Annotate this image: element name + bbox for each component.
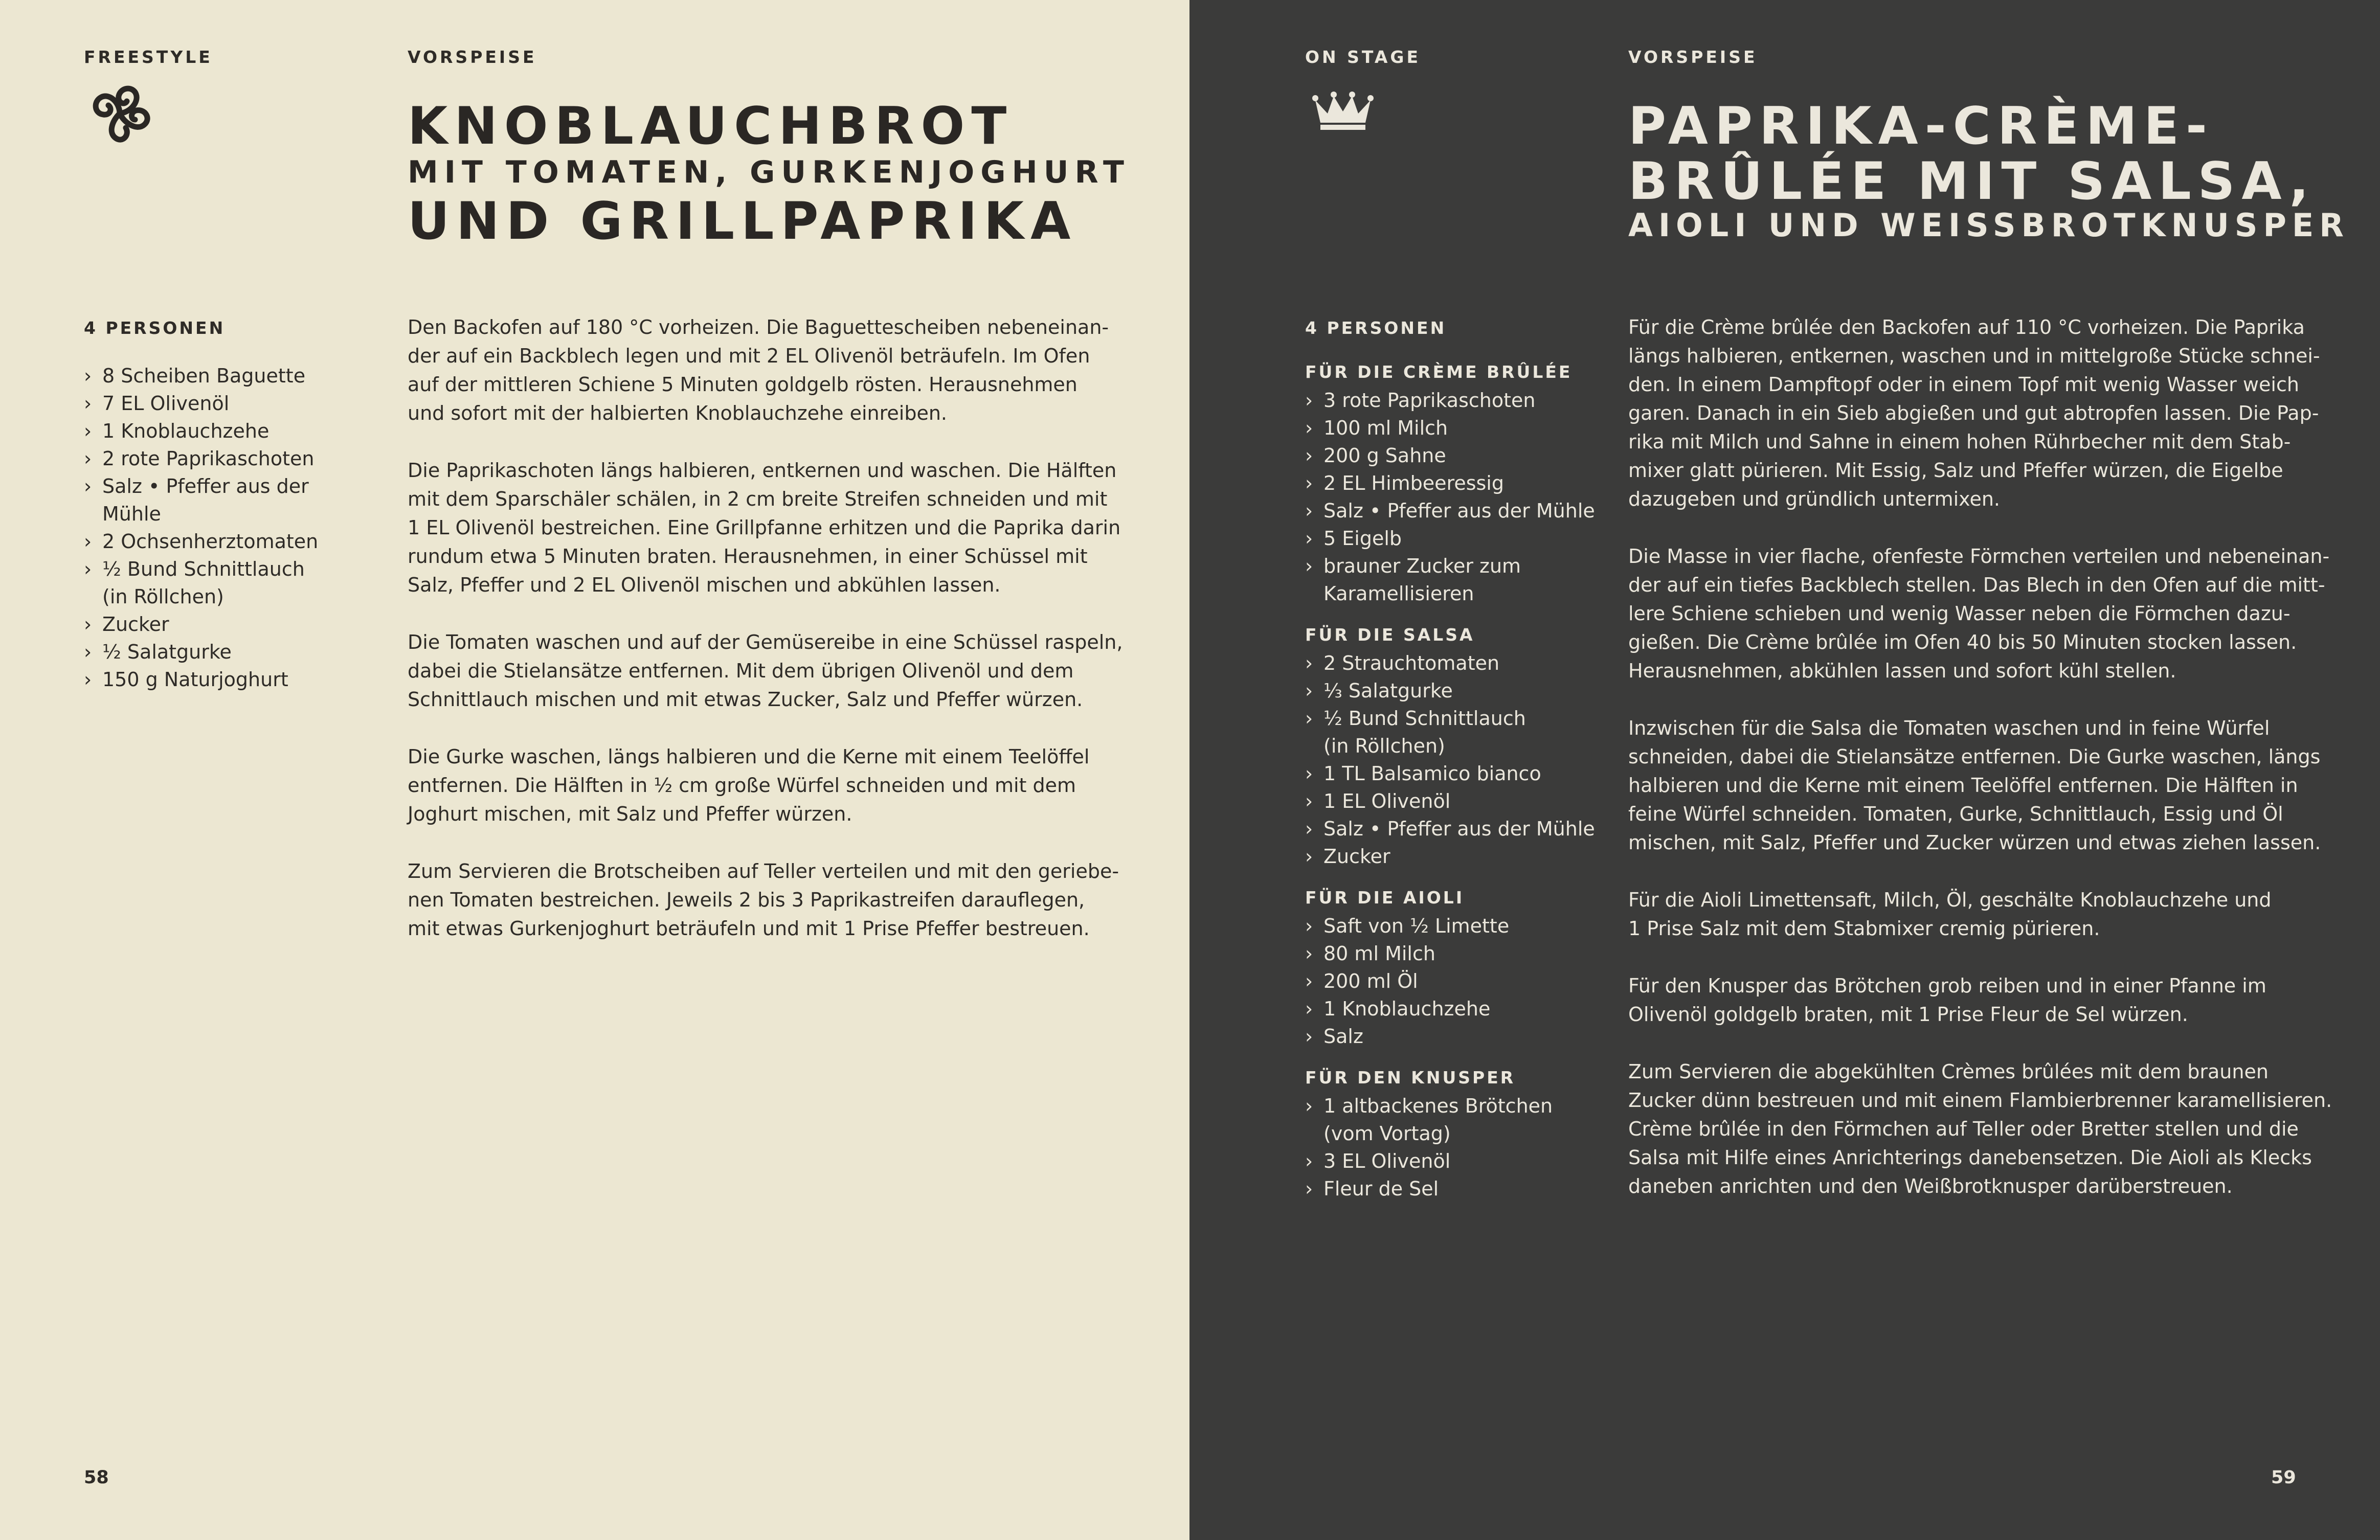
ingredient-group-heading: FÜR DEN KNUSPER <box>1305 1068 1516 1088</box>
ingredient-item: › 200 g Sahne <box>1305 442 1612 469</box>
ingredient-item: › ⅓ Salatgurke <box>1305 677 1612 705</box>
ingredient-item: › 100 ml Milch <box>1305 414 1612 442</box>
ingredient-item: › 1 altbackenes Brötchen (vom Vortag) <box>1305 1092 1612 1147</box>
ingredient-group-heading: FÜR DIE SALSA <box>1305 625 1475 645</box>
left-ingredient-list <box>84 362 370 693</box>
ingredient-item: › 200 ml Öl <box>1305 967 1612 995</box>
left-category-label: FREESTYLE <box>84 47 213 67</box>
ingredient-item: › Salz <box>1305 1023 1612 1050</box>
ingredient-list <box>1305 387 1612 607</box>
ingredient-item: › 1 EL Olivenöl <box>1305 787 1612 815</box>
instruction-paragraph: Inzwischen für die Salsa die Tomaten waschen und in feine Würfel schneiden, dabei die Stielansätze entfernen. Die Gurke waschen, längs halbieren und die Kerne mit einem Teelöffel entfernen. Die Hälften in feine Würfel schneiden. Tomaten, Gurke, Schnittlauch, Essig und Öl mischen, mit Salz, Pfeffer und Zucker würzen und etwas ziehen lassen. <box>1628 717 2321 854</box>
right-title-line1: PAPRIKA-CRÈME- <box>1628 96 2214 156</box>
left-instructions <box>408 313 1124 971</box>
instruction-paragraph: Zum Servieren die abgekühlten Crèmes brûlées mit dem braunen Zucker dünn bestreuen und mit einem Flambierbrenner karamellisieren. Crème brûlée in den Förmchen auf Teller oder Bretter stellen und die Salsa mit Hilfe eines Anrichterings danebensetzen. Die Aioli als Klecks daneben anrichten und den Weißbrotknusper darüberstreuen. <box>1628 1060 2332 1197</box>
ingredient-item: › 1 Knoblauchzehe <box>1305 995 1612 1023</box>
triskele-icon <box>86 82 153 143</box>
ingredient-item: › Zucker <box>1305 843 1612 870</box>
right-page <box>1189 0 2380 1540</box>
ingredient-group-heading: FÜR DIE CRÈME BRÛLÉE <box>1305 362 1573 382</box>
ingredient-item: › 3 EL Olivenöl <box>1305 1147 1612 1175</box>
left-course-label: VORSPEISE <box>408 47 537 67</box>
instruction-paragraph: Für die Aioli Limettensaft, Milch, Öl, geschälte Knoblauchzehe und 1 Prise Salz mit dem Stabmixer cremig pürieren. <box>1628 889 2272 940</box>
ingredient-group <box>1305 888 1612 1050</box>
ingredient-item: › 2 EL Himbeeressig <box>1305 469 1612 497</box>
ingredient-item: › brauner Zucker zum Karamellisieren <box>1305 552 1612 607</box>
ingredient-item: › 2 Strauchtomaten <box>1305 649 1612 677</box>
left-page <box>0 0 1189 1540</box>
ingredient-item: › Salz • Pfeffer aus der Mühle <box>84 472 370 528</box>
instruction-paragraph: Die Paprikaschoten längs halbieren, entkernen und waschen. Die Hälften mit dem Sparschäler schälen, in 2 cm breite Streifen schneiden und mit 1 EL Olivenöl bestreichen. Eine Grillpfanne erhitzen und die Paprika darin rundum etwa 5 Minuten braten. Herausnehmen, in einer Schüssel mit Salz, Pfeffer und 2 EL Olivenöl mischen und abkühlen lassen. <box>408 459 1121 596</box>
instruction-paragraph: Die Gurke waschen, längs halbieren und die Kerne mit einem Teelöffel entfernen. Die Hälften in ½ cm große Würfel schneiden und mit dem Joghurt mischen, mit Salz und Pfeffer würzen. <box>408 745 1090 825</box>
ingredient-item: › 2 rote Paprikaschoten <box>84 445 370 472</box>
left-title-line3: UND GRILLPAPRIKA <box>408 191 1077 251</box>
instruction-paragraph: Die Masse in vier flache, ofenfeste Förmchen verteilen und nebeneinan- der auf ein tiefes Backblech stellen. Das Blech in den Ofen auf die mitt- lere Schiene schieben und wenig Wasser neben die Förmchen dazu- gießen. Die Crème brûlée im Ofen 40 bis 50 Minuten stocken lassen. Herausnehmen, abkühlen lassen und sofort kühl stellen. <box>1628 545 2330 682</box>
ingredient-group <box>1305 362 1612 607</box>
right-ingredient-groups <box>1305 362 1612 1220</box>
ingredient-group-heading: FÜR DIE AIOLI <box>1305 888 1465 908</box>
right-course-label: VORSPEISE <box>1628 47 1758 67</box>
ingredient-item: › Saft von ½ Limette <box>1305 912 1612 940</box>
instruction-paragraph: Den Backofen auf 180 °C vorheizen. Die Baguettescheiben nebeneinan- der auf ein Backblech legen und mit 2 EL Olivenöl beträufeln. Im Ofen auf der mittleren Schiene 5 Minuten goldgelb rösten. Herausnehmen und sofort mit der halbierten Knoblauchzehe einreiben. <box>408 316 1109 424</box>
right-title-line2: BRÛLÉE MIT SALSA, <box>1628 151 2316 211</box>
ingredient-item: › Salz • Pfeffer aus der Mühle <box>1305 497 1612 525</box>
right-servings: 4 PERSONEN <box>1305 318 1447 338</box>
ingredient-item: › Zucker <box>84 610 370 638</box>
ingredient-item: › 3 rote Paprikaschoten <box>1305 387 1612 414</box>
ingredient-item: › 150 g Naturjoghurt <box>84 666 370 693</box>
ingredient-list <box>1305 912 1612 1050</box>
left-title-line1: KNOBLAUCHBROT <box>408 96 1014 156</box>
ingredient-item: › 2 Ochsenherztomaten <box>84 528 370 555</box>
instruction-paragraph: Für die Crème brûlée den Backofen auf 110 °C vorheizen. Die Paprika längs halbieren, entkernen, waschen und in mittelgroße Stücke schnei- den. In einem Dampftopf oder in einem Topf mit wenig Wasser weich garen. Danach in ein Sieb abgießen und gut abtropfen lassen. Die Pap- rika mit Milch und Sahne in einem hohen Rührbecher mit dem Stab- mixer glatt pürieren. Mit Essig, Salz und Pfeffer würzen, die Eigelbe dazugeben und gründlich untermixen. <box>1628 316 2320 510</box>
instruction-paragraph: Für den Knusper das Brötchen grob reiben und in einer Pfanne im Olivenöl goldgelb braten, mit 1 Prise Fleur de Sel würzen. <box>1628 975 2266 1026</box>
right-category-label: ON STAGE <box>1305 47 1421 67</box>
ingredient-item: › ½ Bund Schnittlauch (in Röllchen) <box>1305 705 1612 760</box>
ingredient-list <box>1305 649 1612 870</box>
ingredient-item: › 7 EL Olivenöl <box>84 390 370 417</box>
ingredient-item: › ½ Salatgurke <box>84 638 370 666</box>
ingredient-item: › 1 TL Balsamico bianco <box>1305 760 1612 787</box>
left-servings: 4 PERSONEN <box>84 318 226 338</box>
right-instructions <box>1628 313 2344 1229</box>
right-title-line3: AIOLI UND WEISSBROTKNUSPER <box>1628 207 2349 244</box>
ingredient-group <box>1305 625 1612 870</box>
ingredient-item: › Salz • Pfeffer aus der Mühle <box>1305 815 1612 843</box>
ingredient-group <box>1305 1068 1612 1203</box>
ingredient-list <box>1305 1092 1612 1203</box>
ingredient-item: › Fleur de Sel <box>1305 1175 1612 1203</box>
ingredient-item: › ½ Bund Schnittlauch (in Röllchen) <box>84 555 370 610</box>
ingredient-item: › 1 Knoblauchzehe <box>84 417 370 445</box>
crown-icon <box>1312 91 1374 132</box>
page-number-left: 58 <box>84 1467 109 1488</box>
ingredient-item: › 5 Eigelb <box>1305 525 1612 552</box>
instruction-paragraph: Zum Servieren die Brotscheiben auf Teller verteilen und mit den geriebe- nen Tomaten bestreichen. Jeweils 2 bis 3 Paprikastreifen darauflegen, mit etwas Gurkenjoghurt beträufeln und mit 1 Prise Pfeffer bestreuen. <box>408 860 1119 940</box>
instruction-paragraph: Die Tomaten waschen und auf der Gemüsereibe in eine Schüssel raspeln, dabei die Stielansätze entfernen. Mit dem übrigen Olivenöl und dem Schnittlauch mischen und mit etwas Zucker, Salz und Pfeffer würzen. <box>408 631 1123 711</box>
ingredient-item: › 80 ml Milch <box>1305 940 1612 967</box>
ingredient-item: › 8 Scheiben Baguette <box>84 362 370 390</box>
left-title-line2: MIT TOMATEN, GURKENJOGHURT <box>408 154 1130 190</box>
page-number-right: 59 <box>2271 1467 2296 1488</box>
